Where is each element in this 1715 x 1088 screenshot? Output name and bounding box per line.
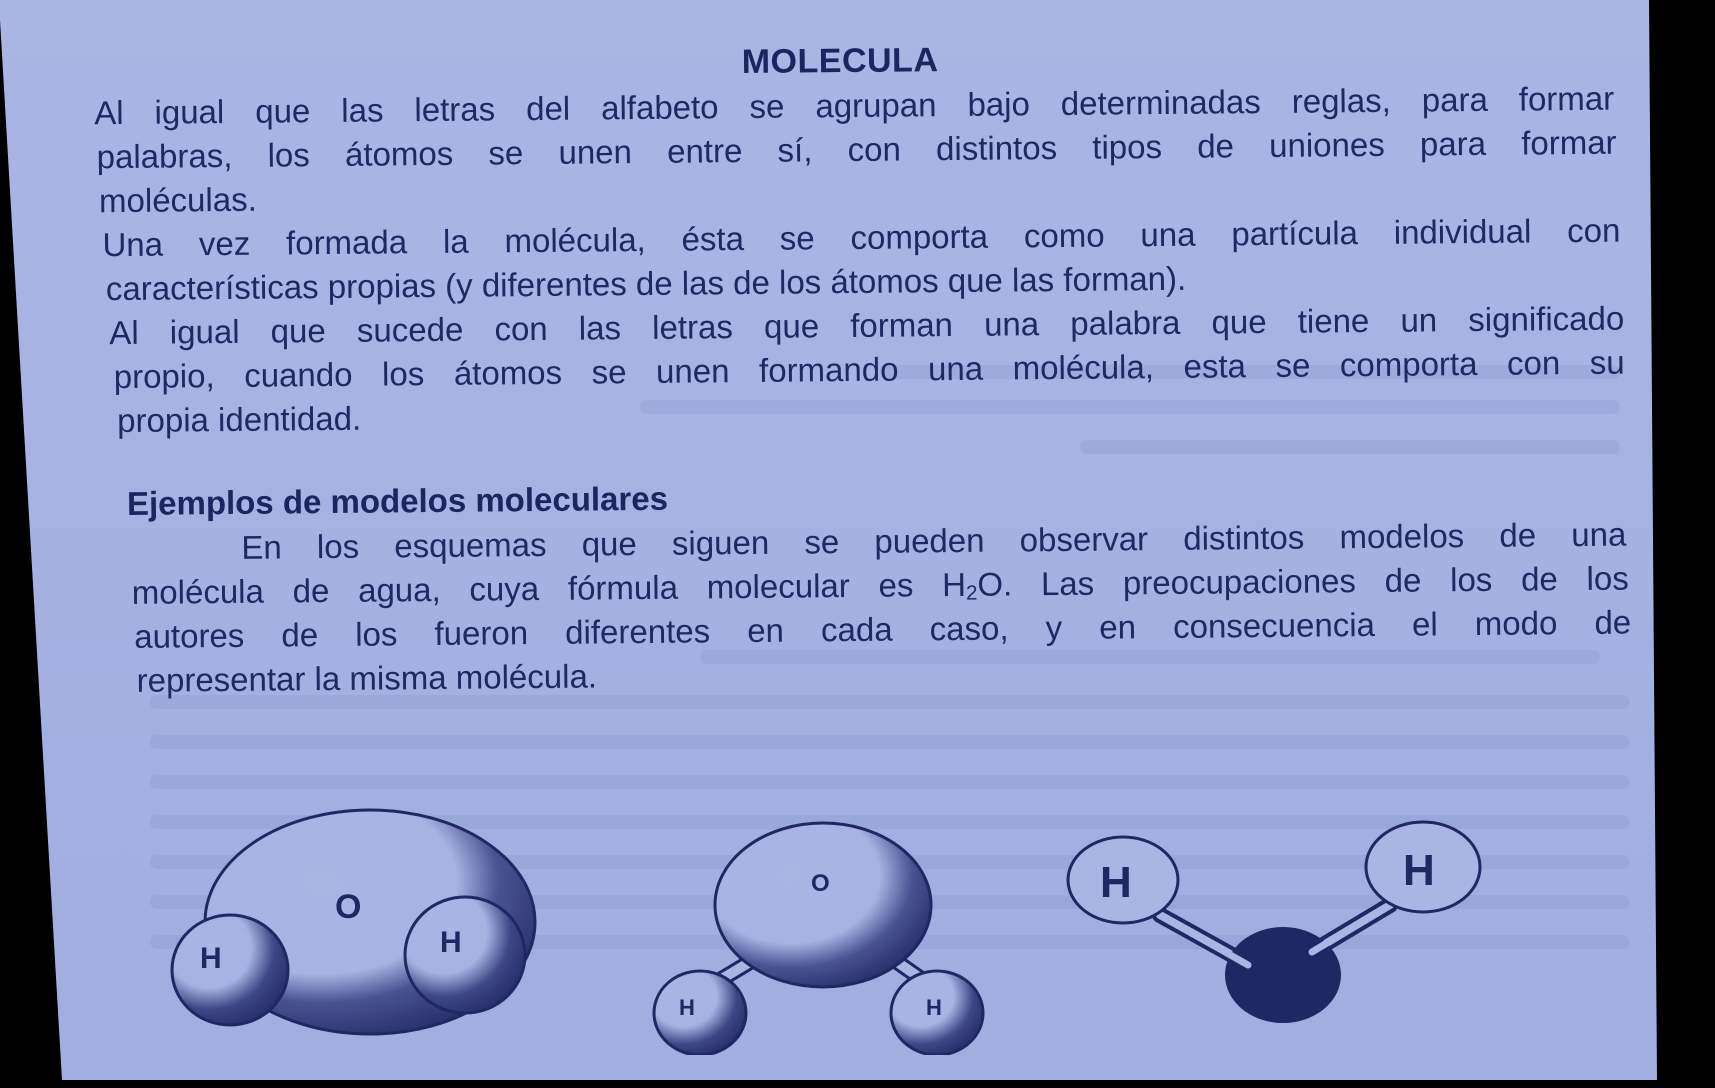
molecule-diagram-icon (1050, 805, 1490, 1025)
paragraph-line: representar la misma molécula. (136, 657, 598, 699)
text-segment: molécula de agua, cuya fórmula molecular es (131, 566, 943, 611)
paragraph-line: palabras, los átomos se unen entre sí, con distintos tipos de uniones para formar (96, 123, 1617, 176)
chemical-formula (942, 566, 1003, 604)
molecule-diagram-icon (635, 815, 1005, 1055)
atom-label: H (1403, 846, 1435, 895)
text-segment: . Las preocupaciones de los de los (1002, 559, 1629, 603)
paragraph-line: propia identidad. (116, 399, 362, 440)
formula-subscript: 2 (965, 581, 978, 605)
page-title: MOLECULA (741, 41, 939, 82)
paragraph-line: Una vez formada la molécula, ésta se comporta como una partícula individual con (102, 211, 1621, 264)
water-schematic-model (1050, 805, 1490, 1025)
atom-label: H (926, 995, 942, 1020)
paragraph-line: propio, cuando los átomos se unen formando una molécula, esta se comporta con su (113, 343, 1625, 396)
water-space-filling-model (170, 800, 560, 1050)
atom-label: H (200, 942, 222, 975)
paragraph-line: Al igual que sucede con las letras que forman una palabra que tiene un significado (109, 299, 1625, 352)
formula-element: H (941, 565, 967, 604)
atom-label: H (679, 995, 695, 1020)
atom-label: O (335, 888, 362, 926)
molecule-diagram-icon (170, 800, 560, 1050)
formula-element: O (977, 565, 1004, 603)
paragraph-line: autores de los fueron diferentes en cada caso, y en consecuencia el modo de (134, 603, 1632, 655)
paragraph-line: En los esquemas que siguen se pueden observar distintos modelos de una (241, 515, 1627, 566)
atom-label: H (440, 926, 462, 959)
paragraph-line: Al igual que las letras del alfabeto se agrupan bajo determinadas reglas, para formar (94, 79, 1615, 132)
section-heading: Ejemplos de modelos moleculares (126, 479, 669, 522)
atom-label: O (811, 870, 830, 897)
paragraph-line: características propias (y diferentes de las de los átomos que las forman). (105, 259, 1187, 308)
water-ball-and-stick-model (635, 815, 1005, 1055)
atom-label: H (1100, 858, 1132, 907)
paragraph-line: moléculas. (98, 180, 257, 220)
